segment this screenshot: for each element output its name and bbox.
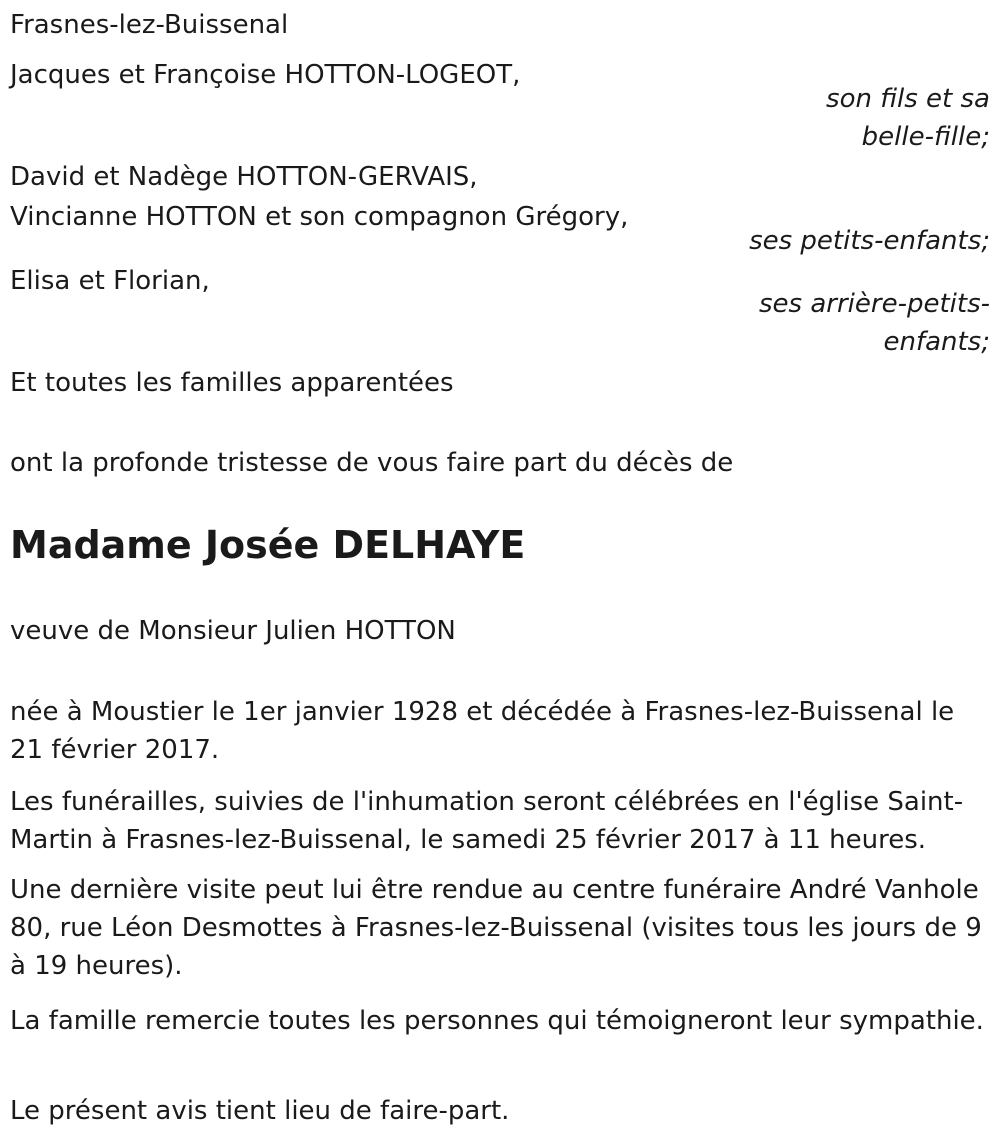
grandchildren-line-1: David et Nadège HOTTON-GERVAIS, [10,162,478,192]
visit-paragraph: Une dernière visite peut lui être rendue au centre funéraire André Vanhole 80, rue Léon Desmottes à Frasnes-lez-Buissenal (visites tous les jours de 9 à 19 heures). [10,875,982,981]
son-names: Jacques et Françoise HOTTON-LOGEOT, [10,60,521,90]
son-role: son fils et sa belle-fille; [826,84,990,152]
obituary-notice [10,0,990,1145]
great-grandchildren-names: Elisa et Florian, [10,266,210,296]
notice-paragraph: Le présent avis tient lieu de faire-part. [10,1096,510,1126]
birth-death-paragraph: née à Moustier le 1er janvier 1928 et décédée à Frasnes-lez-Buissenal le 21 février 2017. [10,697,955,765]
widow-of: veuve de Monsieur Julien HOTTON [10,616,456,646]
grandchildren-line-2: Vincianne HOTTON et son compagnon Grégory, [10,202,629,232]
announcement-text: ont la profonde tristesse de vous faire part du décès de [10,448,734,478]
related-families: Et toutes les familles apparentées [10,368,454,398]
grandchildren-role: ses petits-enfants; [749,226,990,256]
funeral-paragraph: Les funérailles, suivies de l'inhumation seront célébrées en l'église Saint-Martin à Frasnes-lez-Buissenal, le samedi 25 février 2017 à 11 heures. [10,787,964,855]
town-heading: Frasnes-lez-Buissenal [10,10,289,40]
deceased-name: Madame Josée DELHAYE [10,523,526,567]
great-grandchildren-role: ses arrière-petits-enfants; [759,289,990,357]
thanks-paragraph: La famille remercie toutes les personnes qui témoigneront leur sympathie. [10,1006,984,1036]
